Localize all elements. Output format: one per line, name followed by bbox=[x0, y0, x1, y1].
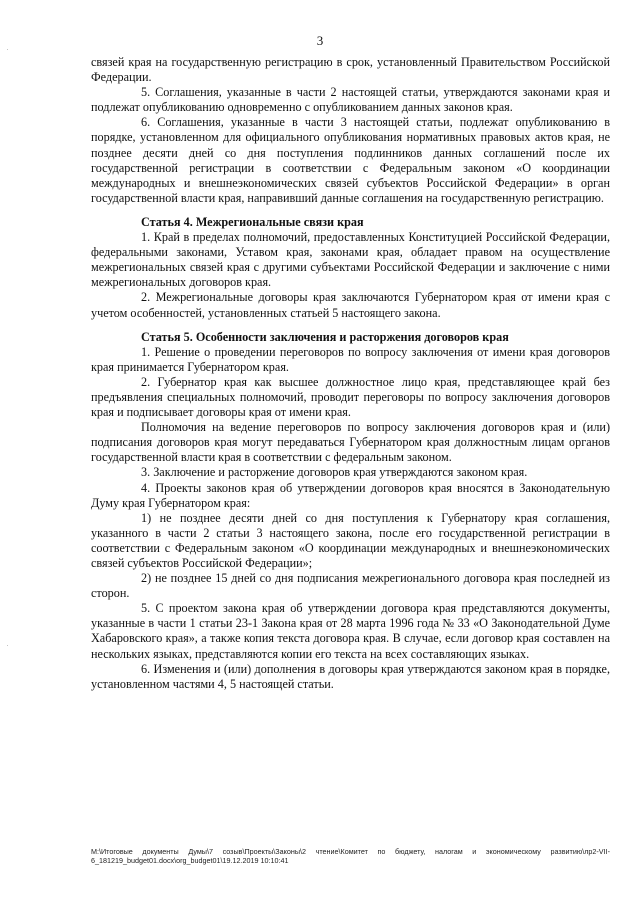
paragraph: 5. Соглашения, указанные в части 2 настоящей статьи, утверждаются законами края и подлежат опубликованию одновременно с опубликованием данных законов края. bbox=[91, 85, 610, 115]
paragraph: 1) не позднее десяти дней со дня поступления к Губернатору края соглашения, указанного в части 2 статьи 3 настоящего закона, после его государственной регистрации в соответствии с Федеральным законом «О координации международных и внешнеэкономических связей субъектов Российской Федерации»; bbox=[91, 510, 610, 570]
paragraph: 1. Решение о проведении переговоров по вопросу заключения от имени края договоров края принимается Губернатором края. bbox=[91, 344, 610, 374]
paragraph: 2. Межрегиональные договоры края заключаются Губернатором края от имени края с учетом особенностей, установленных статьей 5 настоящего закона. bbox=[91, 290, 610, 320]
document-body bbox=[91, 55, 610, 692]
paragraph: 5. С проектом закона края об утверждении договора края представляются документы, указанные в части 1 статьи 23-1 Закона края от 28 марта 1996 года № 33 «О Законодательной Думе Хабаровского края», а также копия текста договора края. В случае, если договор края составлен на нескольких языках, представляются копии его текста на всех составляющих языках. bbox=[91, 601, 610, 661]
margin-mark: · bbox=[6, 44, 9, 54]
page-number: 3 bbox=[316, 33, 324, 48]
paragraph: Полномочия на ведение переговоров по вопросу заключения договоров края и (или) подписания договоров края могут передаваться Губернатором края должностным лицам органов государственной власти края в соответствии с федеральным законом. bbox=[91, 420, 610, 465]
paragraph: 4. Проекты законов края об утверждении договоров края вносятся в Законодательную Думу края Губернатором края: bbox=[91, 480, 610, 510]
paragraph: связей края на государственную регистрацию в срок, установленный Правительством Российской Федерации. bbox=[91, 55, 610, 85]
paragraph: 6. Изменения и (или) дополнения в договоры края утверждаются законом края в порядке, установленном частями 4, 5 настоящей статьи. bbox=[91, 661, 610, 691]
margin-mark: · bbox=[6, 640, 9, 650]
paragraph: 1. Край в пределах полномочий, предоставленных Конституцией Российской Федерации, федеральными законами, Уставом края, законами края, обладает правом на осуществление межрегиональных связей края с другими субъектами Российской Федерации и заключение с ними межрегиональных договоров края. bbox=[91, 230, 610, 290]
article-heading: Статья 4. Межрегиональные связи края bbox=[141, 214, 364, 229]
paragraph: 2. Губернатор края как высшее должностное лицо края, представляющее край без предъявления специальных полномочий, проводит переговоры по вопросу заключения договоров края и подписывает договоры края от имени края. bbox=[91, 374, 610, 420]
paragraph: 2) не позднее 15 дней со дня подписания межрегионального договора края последней из сторон. bbox=[91, 571, 610, 601]
paragraph: 6. Соглашения, указанные в части 3 настоящей статьи, подлежат опубликованию в порядке, установленном для официального опубликования нормативных правовых актов края, не позднее десяти дней со дня поступления подлинников данных соглашений после их государственной регистрации в соответствии с Федеральным законом «О координации международных и внешнеэкономических связей субъектов Российской Федерации» в орган государственной власти края, направивший данные соглашения на государственную регистрацию. bbox=[91, 115, 610, 205]
file-path-footer: M:\Итоговые документы Думы\7 созыв\Проекты\Законы\2 чтение\Комитет по бюджету, налогам и экономическому развитию\лр2-VII-6_181219_budget01.docx\org_budget01\19.12.2019 10:10:41 bbox=[91, 847, 610, 865]
paragraph: 3. Заключение и расторжение договоров края утверждаются законом края. bbox=[141, 465, 528, 480]
article-heading: Статья 5. Особенности заключения и расторжения договоров края bbox=[141, 329, 509, 344]
